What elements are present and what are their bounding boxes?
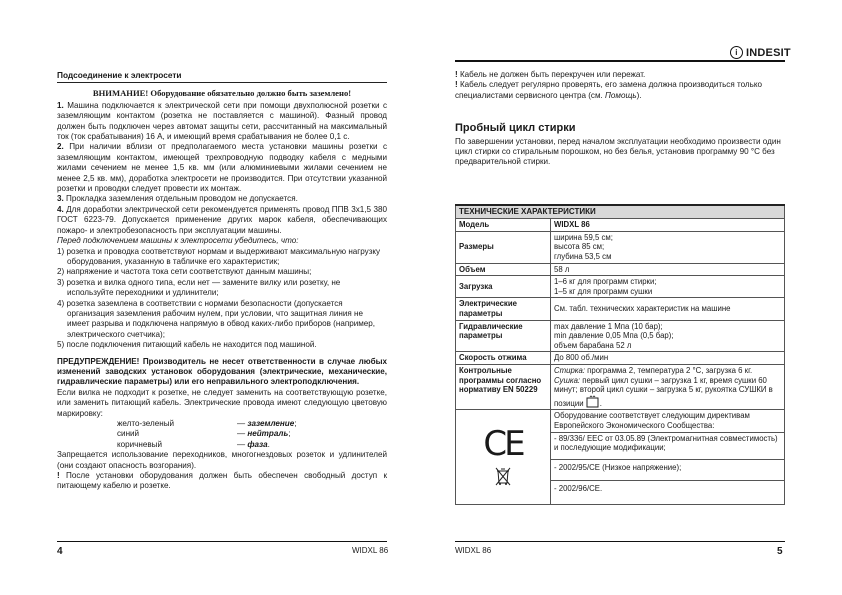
warning-mark-icon: ! — [57, 471, 60, 481]
table-row: Загрузка 1–6 кг для программ стирки; 1–5 кг для программ сушки — [456, 276, 785, 298]
specs-title: ТЕХНИЧЕСКИЕ ХАРАКТЕРИСТИКИ — [456, 205, 785, 219]
table-row: Скорость отжима До 800 об./мин — [456, 352, 785, 365]
footer-model-right: WIDXL 86 — [455, 546, 492, 555]
check-item-2: 2) напряжение и частота тока сети соответствуют данным машины; — [57, 267, 312, 277]
check-item-3: 3) розетка и вилка одного типа, если нет — замените вилку или розетку, не используйте переходники и удлинители; — [57, 277, 341, 298]
wire-meaning: — фаза. — [237, 439, 270, 449]
table-row: Объем 58 л — [456, 263, 785, 276]
warning-mark-icon: ! — [455, 70, 458, 79]
check-intro: Перед подключением машины к электросети убедитесь, что: — [57, 236, 299, 246]
caution-paragraph: ПРЕДУПРЕЖДЕНИЕ! Производитель не несет ответственности в случае любых изменений заводских установок оборудования (электрические, механические, гидравлические параметры) или его неправильного электроподключения. — [57, 356, 387, 387]
page-number-right: 5 — [777, 546, 783, 557]
specs-table — [455, 204, 785, 505]
grounding-warning: ВНИМАНИЕ! Оборудование обязательно должно быть заземлено! — [92, 88, 352, 99]
table-row: Гидравлические параметры max давление 1 Мпа (10 бар); min давление 0,05 Мпа (0,5 бар); объем барабана 52 л — [456, 320, 785, 352]
cable-note-1: ! Кабель не должен быть перекручен или пережат. — [455, 70, 646, 79]
wire-color: коричневый — [117, 439, 162, 449]
check-item-5: 5) после подключения питающий кабель не находится под машиной. — [57, 340, 317, 350]
wire-meaning: — заземление; — [237, 419, 297, 428]
right-page — [455, 70, 785, 505]
table-row: Контрольные программы согласно нормативу EN 50229 Стирка: программа 2, температура 2 °С, загрузка 6 кг. Сушка: первый цикл сушки – загрузка 1 кг, время сушки 60 минут; второй цикл сушки – загрузка 5 кг, рукоятка СУШКИ в позиции . — [456, 364, 785, 409]
ce-mark-icon: CE — [483, 423, 523, 464]
test-cycle-text: По завершении установки, перед началом эксплуатации необходимо произвести один цикл стирки со стиральным порошком, но без белья, установив программу 90 °С без предварительной стирки. — [455, 136, 781, 167]
footer-rule-left — [57, 541, 387, 542]
indesit-logo — [730, 46, 791, 59]
table-row: Электрические параметры См. табл. технических характеристик на машине — [456, 298, 785, 320]
access-paragraph: ! После установки оборудования должен быть обеспечен свободный доступ к питающему кабелю и розетке. — [57, 471, 387, 491]
wire-meaning: — нейтраль; — [237, 429, 291, 439]
table-row: CE Оборудование соответствует следующим директивам Европейского Экономического Сообщества: - 89/336/ EEC от 03.05.89 (Электромагнитная совместимость) и последующие модификации; - 2002/95/CE (Низкое напряжение); - 2002/96/CE. — [456, 410, 785, 505]
plug-paragraph: Если вилка не подходит к розетке, не следует заменить на соответствующую розетке, или заменить питающий кабель. Электрические провода имеют следующую цветовую маркировку: — [57, 387, 387, 418]
check-item-4: 4) розетка заземлена в соответствии с нормами безопасности (допускается организация заземления рабочим нулем, при условии, что защитная линия не имеет разрыва и подключена напрямую в обвод каких-либо приборов (например, электрического счетчика); — [57, 298, 376, 339]
header-rule — [455, 60, 785, 62]
section-title: Подсоединение к электросети — [57, 70, 387, 83]
table-row: Модель WIDXL 86 — [456, 219, 785, 232]
logo-i-icon: i — [730, 46, 743, 59]
wire-color-list — [117, 419, 387, 450]
wire-color: желто-зеленый — [117, 419, 175, 428]
adapters-paragraph: Запрещается использование переходников, многогнездовых розеток и удлинителей (они создают опасность возгорания). — [57, 450, 387, 470]
paragraph-1: 1. Машина подключается к электрической сети при помощи двухполюсной розетки с заземляющим контактом (розетка не поставляется с машиной). Фазный провод должен быть подключен через автомат защиты сети, рассчитанный на максимальный ток (ток срабатывания) 16 А, и имеющий время срабатывания не более 0,1 с. — [57, 100, 388, 142]
paragraph-2: 2. При наличии вблизи от предполагаемого места установки машины розетки с заземляющим контактом, имеющей трехпроводную подводку кабеля с медными жилами сечением не менее 1,5 кв. мм (или алюминиевыми жилами сечением не менее 2,5 кв. мм), доработка электросети не производится. При отсутствии указанной розетки и проводки следует провести их монтаж. — [57, 142, 387, 194]
weee-bin-icon — [494, 466, 512, 486]
cable-note-2: ! Кабель следует регулярно проверять, его замена должна производиться только специалистами сервисного центра (см. Помощь). — [455, 80, 762, 100]
table-row: Размеры ширина 59,5 см; высота 85 см; глубина 53,5 см — [456, 231, 785, 263]
brand-name: INDESIT — [746, 46, 791, 59]
paragraph-4: 4. Для доработки электрической сети рекомендуется применять провод ППВ 3х1,5 380 ГОСТ 6223-79. Допускается применение других марок кабеля, обеспечивающих пожаро- и электробезопасность при эксплуатации машины. — [57, 204, 387, 235]
footer-rule-right — [455, 541, 785, 542]
wire-color: синий — [117, 429, 140, 439]
test-cycle-title: Пробный цикл стирки — [455, 122, 576, 135]
paragraph-3: 3. Прокладка заземления отдельным проводом не допускается. — [57, 194, 298, 204]
dry-knob-icon — [586, 395, 600, 408]
left-page — [57, 70, 387, 492]
warning-mark-icon: ! — [455, 80, 458, 90]
footer-model-left: WIDXL 86 — [352, 546, 389, 555]
page-number-left: 4 — [57, 546, 63, 557]
check-item-1: 1) розетка и проводка соответствуют нормам и выдерживают максимальную нагрузку оборудования, указанную в табличке его характеристик; — [57, 246, 381, 266]
